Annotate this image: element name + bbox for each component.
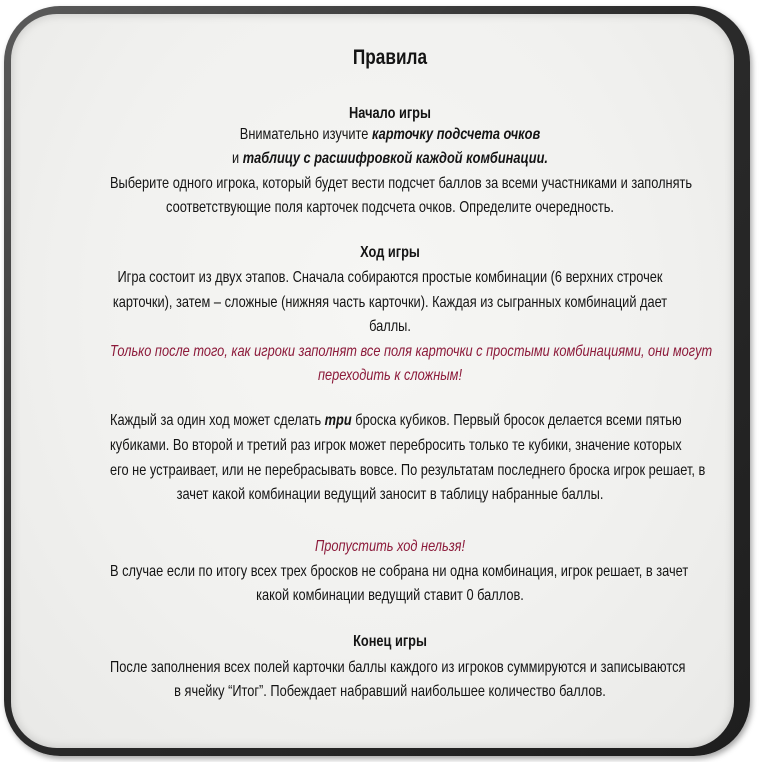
turn-line-2: карточки), затем – сложные (нижняя часть карточки). Каждая из сыгранных комбинаций дает	[112, 294, 668, 311]
turn-warning-line-1: Только после того, как игроки заполнят все поля карточки с простыми комбинациями, они могут	[110, 343, 713, 360]
turn-p2-line-1-text-a: Каждый за один ход может сделать	[110, 412, 325, 429]
start-line-2	[110, 149, 670, 169]
start-line-2-text: и	[232, 150, 243, 167]
turn-warning-line-2: переходить к сложным!	[317, 367, 462, 384]
turn-p2-line-4: зачет какой комбинации ведущий заносит в таблицу набранные баллы.	[176, 486, 604, 503]
turn-line-3: баллы.	[369, 318, 411, 335]
page-title: Правила	[352, 46, 428, 69]
turn-p2-line-1-text-b: броска кубиков. Первый бросок делается всеми пятью	[351, 412, 682, 429]
start-line-2-emphasis: таблицу с расшифровкой каждой комбинации.	[242, 150, 548, 167]
turn-p3-line-2: какой комбинации ведущий ставит 0 баллов.	[256, 587, 524, 604]
end-line-1: После заполнения всех полей карточки баллы каждого из игроков суммируются и записываются	[110, 659, 686, 676]
turn-p3-line-1: В случае если по итогу всех трех бросков не собрана ни одна комбинация, игрок решает, в зачет	[110, 563, 689, 580]
start-line-1	[110, 125, 670, 145]
end-line-2: в ячейку “Итог”. Побеждает набравший наибольшее количество баллов.	[174, 683, 606, 700]
turn-p2-line-3: его не устраивает, или не перебрасывать вовсе. По результатам последнего броска игрок решает, в	[110, 462, 706, 479]
start-line-1-text: Внимательно изучите	[239, 126, 372, 143]
turn-p2-line-1-emphasis: три	[324, 412, 352, 429]
start-line-4: соответствующие поля карточек подсчета очков. Определите очередность.	[166, 199, 614, 216]
section-heading-end: Конец игры	[353, 633, 427, 650]
turn-line-1: Игра состоит из двух этапов. Сначала собираются простые комбинации (6 верхних строчек	[117, 269, 663, 286]
section-heading-start: Начало игры	[349, 105, 431, 122]
section-heading-turn: Ход игры	[360, 244, 420, 261]
turn-p2-line-1	[110, 411, 682, 431]
skip-turn-warning: Пропустить ход нельзя!	[314, 538, 466, 555]
start-line-3: Выберите одного игрока, который будет вести подсчет баллов за всеми участниками и заполнять	[110, 175, 693, 192]
start-line-1-emphasis: карточку подсчета очков	[371, 126, 541, 143]
turn-p2-line-2: кубиками. Во второй и третий раз игрок может перебросить только те кубики, значение которых	[110, 437, 682, 454]
